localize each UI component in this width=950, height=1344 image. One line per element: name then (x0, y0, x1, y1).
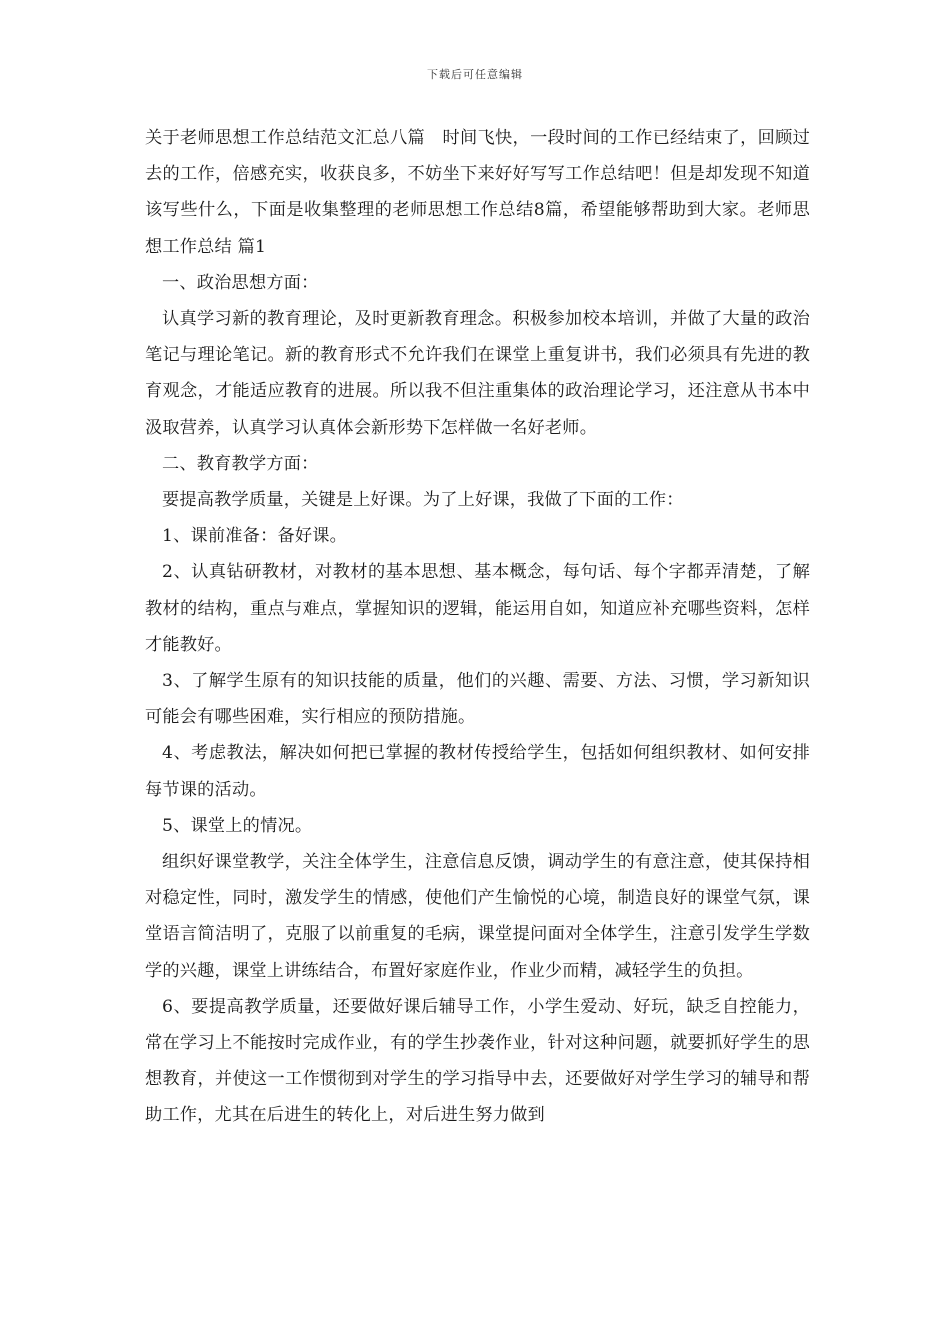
list-item-5: 5、课堂上的情况。 (162, 815, 313, 836)
intro-paragraph: 关于老师思想工作总结范文汇总八篇 时间飞快，一段时间的工作已经结束了，回顾过去的工作，倍感充实，收获良多，不妨坐下来好好写写工作总结吧！但是却发现不知道该写些什么，下面是收集整理的老师思想工作总结8篇，希望能够帮助到大家。老师思想工作总结 篇1 (145, 128, 810, 257)
document-body (145, 120, 810, 1134)
list-item-1: 1、课前准备：备好课。 (162, 526, 348, 547)
list-item-5-body: 组织好课堂教学，关注全体学生，注意信息反馈，调动学生的有意注意，使其保持相对稳定性，同时，激发学生的情感，使他们产生愉悦的心境，制造良好的课堂气氛，课堂语言简洁明了，克服了以前重复的毛病，课堂提问面对全体学生，注意引发学生学数学的兴趣，课堂上讲练结合，布置好家庭作业，作业少而精，减轻学生的负担。 (145, 852, 810, 981)
section-body-politics: 认真学习新的教育理论，及时更新教育理念。积极参加校本培训，并做了大量的政治笔记与理论笔记。新的教育形式不允许我们在课堂上重复讲书，我们必须具有先进的教育观念，才能适应教育的进展。所以我不但注重集体的政治理论学习，还注意从书本中汲取营养，认真学习认真体会新形势下怎样做一名好老师。 (145, 309, 810, 438)
section-intro-teaching: 要提高教学质量，关键是上好课。为了上好课，我做了下面的工作： (162, 490, 684, 511)
section-heading-teaching: 二、教育教学方面： (162, 453, 319, 474)
list-item-2: 2、认真钻研教材，对教材的基本思想、基本概念，每句话、每个字都弄清楚，了解教材的结构，重点与难点，掌握知识的逻辑，能运用自如，知道应补充哪些资料，怎样才能教好。 (145, 562, 810, 655)
page-header-note: 下载后可任意编辑 (427, 68, 523, 81)
list-item-4: 4、考虑教法，解决如何把已掌握的教材传授给学生，包括如何组织教材、如何安排每节课的活动。 (145, 743, 810, 800)
section-heading-politics: 一、政治思想方面： (162, 272, 319, 293)
list-item-6: 6、要提高教学质量，还要做好课后辅导工作，小学生爱动、好玩，缺乏自控能力，常在学习上不能按时完成作业，有的学生抄袭作业，针对这种问题，就要抓好学生的思想教育，并使这一工作惯彻到对学生的学习指导中去，还要做好对学生学习的辅导和帮助工作，尤其在后进生的转化上，对后进生努力做到 (145, 996, 810, 1126)
list-item-3: 3、了解学生原有的知识技能的质量，他们的兴趣、需要、方法、习惯，学习新知识可能会有哪些困难，实行相应的预防措施。 (145, 671, 810, 728)
